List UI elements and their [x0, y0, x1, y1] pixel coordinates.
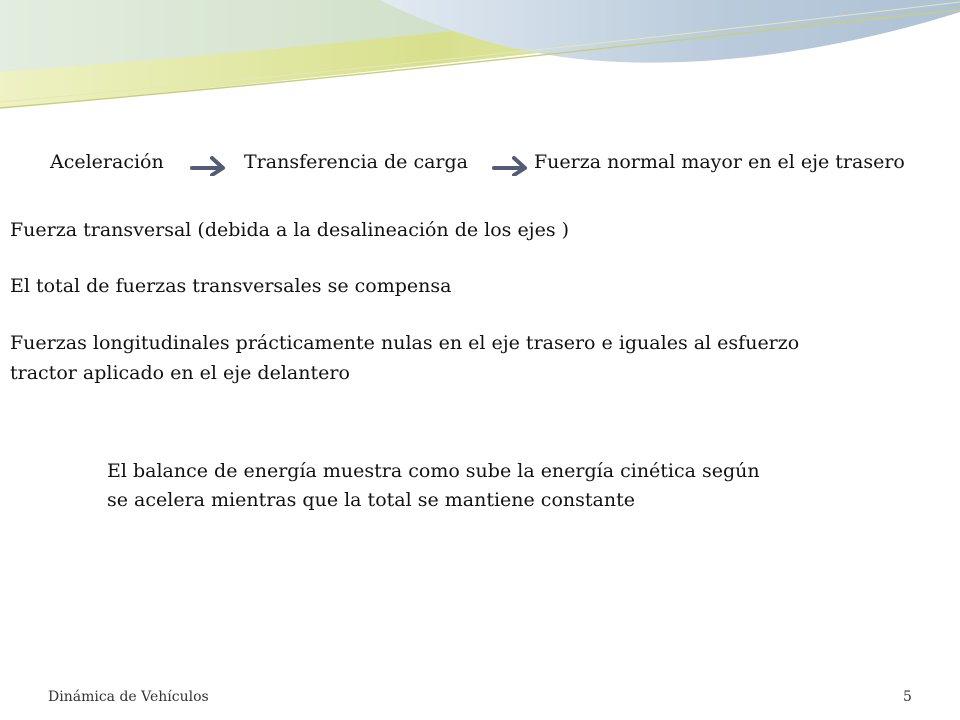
paragraph-longitudinal-line-2: tractor aplicado en el eje delantero — [10, 362, 350, 384]
header-wave-decoration — [0, 0, 960, 140]
flow-step-load-transfer: Transferencia de carga — [244, 151, 468, 173]
paragraph-longitudinal-line-1: Fuerzas longitudinales prácticamente nulas en el eje trasero e iguales al esfuerzo — [10, 332, 800, 354]
footer-title: Dinámica de Vehículos — [48, 689, 209, 705]
paragraph-energy-line-2: se acelera mientras que la total se mantiene constante — [107, 489, 635, 511]
right-arrow-icon — [492, 154, 530, 176]
flow-step-acceleration: Aceleración — [50, 151, 164, 173]
paragraph-energy-line-1: El balance de energía muestra como sube la energía cinética según — [107, 460, 760, 482]
page-number: 5 — [903, 689, 912, 705]
paragraph-transverse-balance: El total de fuerzas transversales se compensa — [10, 275, 452, 297]
flow-step-normal-force: Fuerza normal mayor en el eje trasero — [534, 151, 905, 173]
right-arrow-icon — [190, 154, 228, 176]
paragraph-transverse-force: Fuerza transversal (debida a la desalineación de los ejes ) — [10, 219, 570, 241]
